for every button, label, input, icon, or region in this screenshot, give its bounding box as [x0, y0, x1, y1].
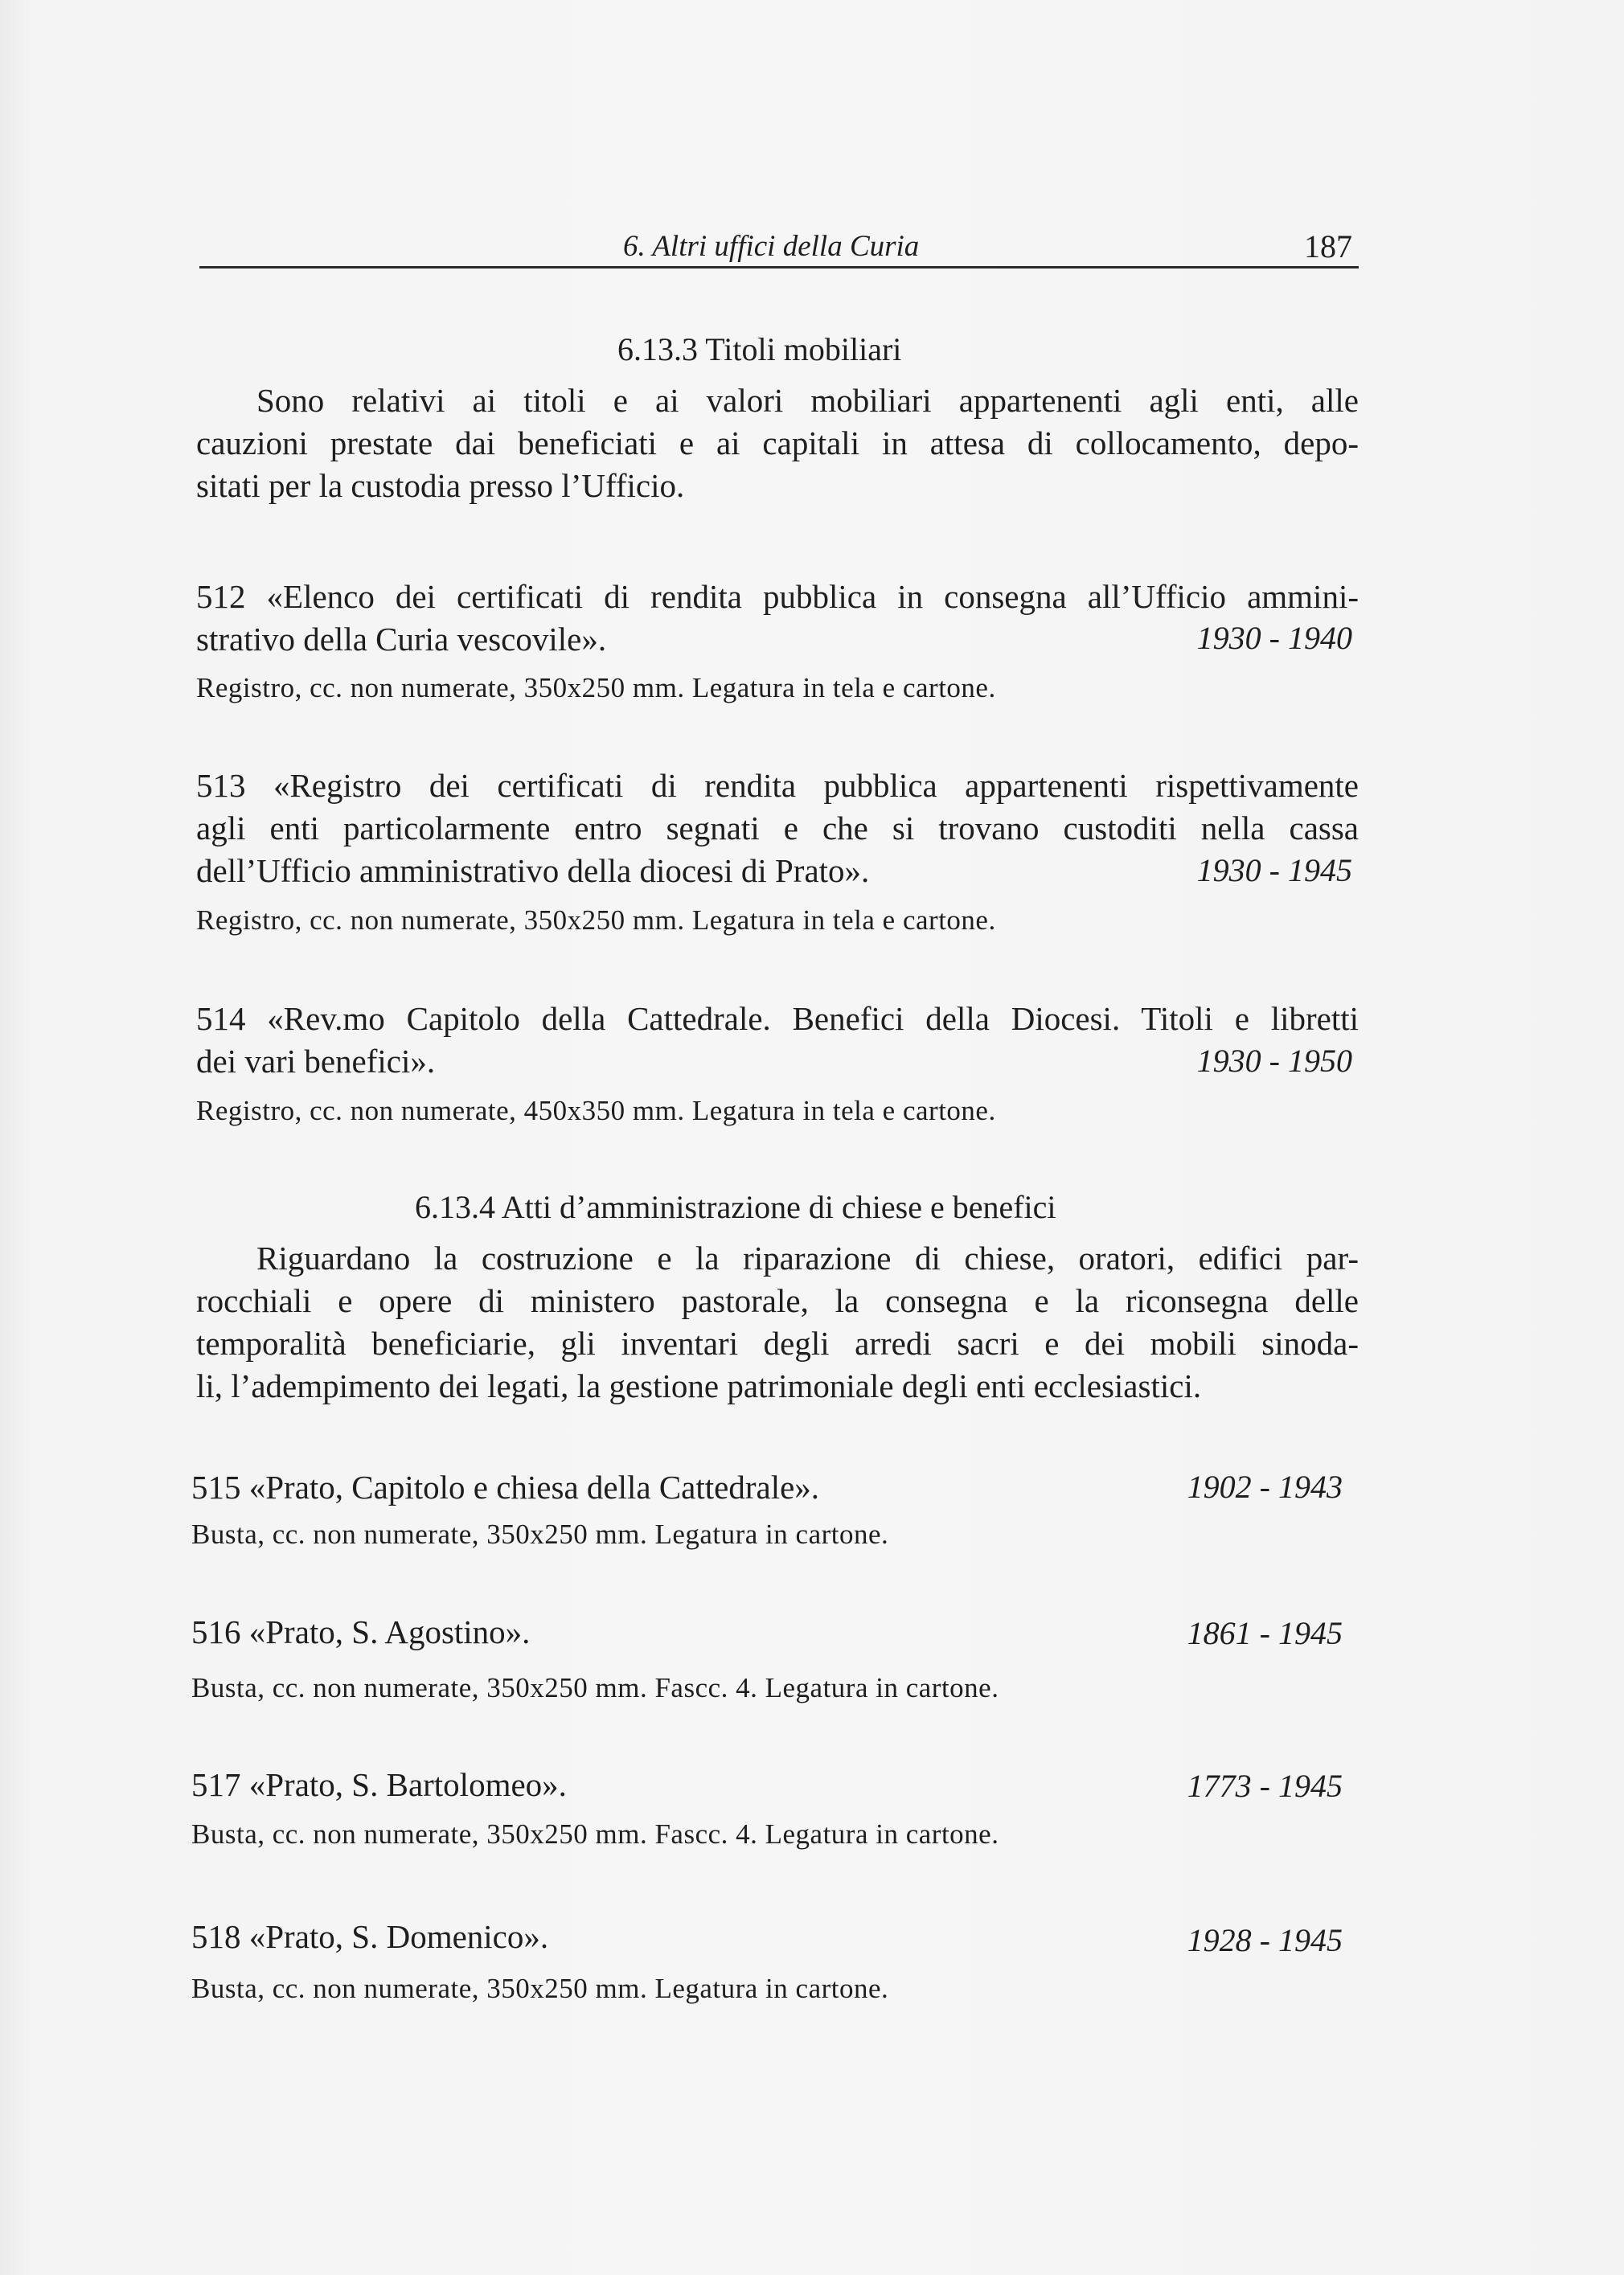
- paragraph-line: Riguardano la costruzione e la riparazione di chiese, oratori, edifici par-: [256, 1240, 1359, 1277]
- entry-description: Registro, cc. non numerate, 350x250 mm. Legatura in tela e cartone.: [196, 672, 996, 703]
- section-title-6-13-4: 6.13.4 Atti d’amministrazione di chiese e benefici: [415, 1189, 1056, 1225]
- entry-description: Busta, cc. non numerate, 350x250 mm. Fascc. 4. Legatura in cartone.: [191, 1672, 999, 1703]
- header-rule: [199, 266, 1359, 268]
- entry-dates: 1928 - 1945: [1187, 1922, 1343, 1958]
- section-paragraph-6-13-3: [196, 379, 1359, 507]
- entry-dates: 1861 - 1945: [1187, 1615, 1343, 1651]
- paragraph-line: Sono relativi ai titoli e ai valori mobiliari appartenenti agli enti, alle: [256, 382, 1359, 419]
- entry-description: Registro, cc. non numerate, 450x350 mm. Legatura in tela e cartone.: [196, 1095, 996, 1126]
- entry-description: Busta, cc. non numerate, 350x250 mm. Legatura in cartone.: [191, 1519, 889, 1550]
- entry-title-line: 513 «Registro dei certificati di rendita pubblica appartenenti rispettivamente: [196, 767, 1359, 804]
- entry-title-line: dei vari benefici».: [196, 1043, 436, 1080]
- entry-dates: 1902 - 1943: [1187, 1469, 1343, 1505]
- paragraph-line: sitati per la custodia presso l’Ufficio.: [196, 467, 685, 504]
- entry-description: Registro, cc. non numerate, 350x250 mm. Legatura in tela e cartone.: [196, 904, 996, 936]
- entry-title: 518 «Prato, S. Domenico».: [191, 1918, 549, 1955]
- section-paragraph-6-13-4: [196, 1237, 1359, 1408]
- paragraph-line: temporalità beneficiarie, gli inventari degli arredi sacri e dei mobili sinoda-: [196, 1325, 1359, 1362]
- entry-description: Busta, cc. non numerate, 350x250 mm. Legatura in cartone.: [191, 1973, 889, 2004]
- paragraph-line: li, l’adempimento dei legati, la gestione patrimoniale degli enti ecclesiastici.: [196, 1367, 1202, 1404]
- running-head: 6. Altri uffici della Curia: [623, 230, 920, 263]
- entry-dates: 1930 - 1940: [1196, 620, 1352, 656]
- entry-title-line: agli enti particolarmente entro segnati e che si trovano custoditi nella cassa: [196, 810, 1359, 846]
- entry-title-line: 512 «Elenco dei certificati di rendita pubblica in consegna all’Ufficio ammini-: [196, 578, 1359, 615]
- entry-title-line: 514 «Rev.mo Capitolo della Cattedrale. Benefici della Diocesi. Titoli e libretti: [196, 1000, 1359, 1037]
- page-number: 187: [1304, 228, 1352, 264]
- paragraph-line: cauzioni prestate dai beneficiati e ai capitali in attesa di collocamento, depo-: [196, 424, 1359, 461]
- entry-description: Busta, cc. non numerate, 350x250 mm. Fascc. 4. Legatura in cartone.: [191, 1818, 999, 1850]
- entry-title-line: dell’Ufficio amministrativo della diocesi di Prato».: [196, 852, 870, 889]
- entry-title: 515 «Prato, Capitolo e chiesa della Cattedrale».: [191, 1469, 820, 1506]
- entry-title: 516 «Prato, S. Agostino».: [191, 1613, 531, 1650]
- section-title-6-13-3: 6.13.3 Titoli mobiliari: [617, 331, 902, 367]
- paragraph-line: rocchiali e opere di ministero pastorale, la consegna e la riconsegna delle: [196, 1282, 1359, 1319]
- entry-dates: 1930 - 1945: [1196, 852, 1352, 888]
- entry-dates: 1773 - 1945: [1187, 1768, 1343, 1804]
- entry-title-line: strativo della Curia vescovile».: [196, 621, 607, 658]
- entry-title: 517 «Prato, S. Bartolomeo».: [191, 1766, 567, 1803]
- entry-dates: 1930 - 1950: [1196, 1043, 1352, 1079]
